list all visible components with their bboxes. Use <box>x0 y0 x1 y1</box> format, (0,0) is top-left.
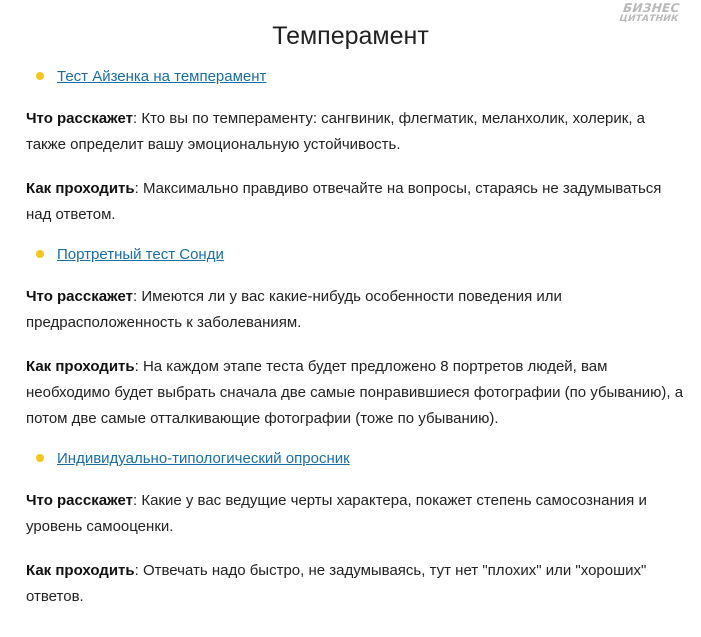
page-title: Темперамент <box>272 22 429 50</box>
list-item <box>31 244 686 266</box>
what-it-tells-paragraph <box>26 284 686 336</box>
test-link-szondi[interactable]: Портретный тест Сонди <box>57 246 224 263</box>
how-to-take-paragraph <box>26 558 686 610</box>
how-to-take-paragraph <box>26 176 686 228</box>
how-to-take-text: : Отвечать надо быстро, не задумываясь, тут нет "плохих" или "хороших" ответов. <box>26 562 647 605</box>
logo-line-1: БИЗНЕС <box>622 1 681 15</box>
what-it-tells-text: : Кто вы по темпераменту: сангвиник, флегматик, меланхолик, холерик, а также определит вашу эмоциональную устойчивость. <box>26 110 646 153</box>
bullet-icon <box>36 72 44 80</box>
what-it-tells-label: Что расскажет <box>26 288 133 305</box>
how-to-take-text: : На каждом этапе теста будет предложено 8 портретов людей, вам необходимо будет выбрать сначала две самые понравившиеся фотографии (по убыванию), а потом две самые отталкивающие фотографии (тоже по убыванию). <box>26 358 684 427</box>
test-section-typological <box>26 448 686 610</box>
test-link-typological[interactable]: Индивидуально-типологический опросник <box>57 450 350 467</box>
how-to-take-label: Как проходить <box>26 358 135 375</box>
test-list <box>26 66 686 610</box>
what-it-tells-text: : Имеются ли у вас какие-нибудь особенности поведения или предрасположенность к заболеваниям. <box>26 288 562 331</box>
list-item <box>31 448 686 470</box>
business-quotebook-logo <box>619 2 680 24</box>
list-item <box>31 66 686 88</box>
how-to-take-paragraph <box>26 354 686 432</box>
what-it-tells-paragraph <box>26 106 686 158</box>
how-to-take-label: Как проходить <box>26 180 135 197</box>
test-link-eysenck[interactable]: Тест Айзенка на темперамент <box>57 68 267 85</box>
test-section-eysenck <box>26 66 686 228</box>
what-it-tells-paragraph <box>26 488 686 540</box>
bullet-icon <box>36 250 44 258</box>
bullet-icon <box>36 454 44 462</box>
how-to-take-text: : Максимально правдиво отвечайте на вопросы, стараясь не задумываться над ответом. <box>26 180 662 223</box>
how-to-take-label: Как проходить <box>26 562 135 579</box>
what-it-tells-text: : Какие у вас ведущие черты характера, покажет степень самосознания и уровень самооценки. <box>26 492 647 535</box>
what-it-tells-label: Что расскажет <box>26 492 133 509</box>
test-section-szondi <box>26 244 686 432</box>
logo-line-2: ЦИТАТНИК <box>618 14 679 24</box>
what-it-tells-label: Что расскажет <box>26 110 133 127</box>
